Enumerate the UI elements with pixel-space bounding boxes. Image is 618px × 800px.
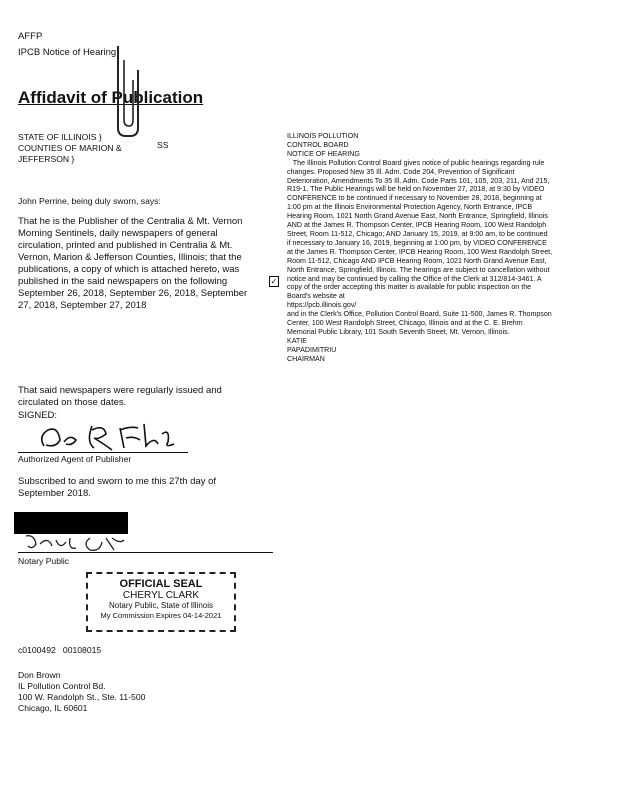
notice-line: Center, 100 West Randolph Street, Chicago, Illinois and at the C. E. Brehm <box>287 319 523 328</box>
venue-line: STATE OF ILLINOIS } <box>18 132 102 142</box>
seal-expiry: My Commission Expires 04-14-2021 <box>100 611 222 620</box>
statement-line: That he is the Publisher of the Centralia & Mt. Vernon <box>18 216 243 227</box>
venue-block <box>18 132 168 165</box>
regular-issue-statement <box>18 385 278 409</box>
agent-signature <box>34 418 184 454</box>
address-line: IL Pollution Control Bd. <box>18 681 106 691</box>
signed-label: SIGNED: <box>18 410 58 421</box>
address-line: Don Brown <box>18 670 61 680</box>
notice-signer: CHAIRMAN <box>287 354 325 363</box>
venue-line: JEFFERSON } <box>18 154 75 164</box>
binder-clip-mark <box>100 40 150 140</box>
regular-line: circulated on those dates. <box>18 397 127 408</box>
notice-line: notice and may be continued by calling the Office of the Clerk at 312/814-3461. A <box>287 274 542 283</box>
notice-url: https://pcb.illinois.gov/ <box>287 301 357 310</box>
statement-line: publications, a copy of which is attached hereto, was <box>18 264 240 275</box>
notice-line: Hearing Room, 1021 North Grand Avenue East, North Entrance, Springfield, Illinois <box>287 212 548 221</box>
statement-line: September 26, 2018, September 26, 2018, September <box>18 288 248 299</box>
account-number: c0100492 00108015 <box>18 645 102 655</box>
statement-line: Morning Sentinels, daily newspapers of general <box>18 228 218 239</box>
seal-title: OFFICIAL SEAL <box>119 578 203 590</box>
notice-line: copy of the order accepting this matter is available for public inspection on the <box>287 283 532 292</box>
notice-line: Street, Room 11-512, Chicago; AND January 15, 2019, at 9:00 am, to be continued <box>287 229 548 238</box>
address-line: 100 W. Randolph St., Ste. 11-500 <box>18 692 146 702</box>
notice-line: changes. Proposed New 35 Ill. Adm. Code 204, Prevention of Significant <box>287 167 515 176</box>
venue-line: COUNTIES OF MARION & <box>18 143 122 153</box>
notice-line: Board's website at <box>287 292 345 301</box>
notary-label: Notary Public <box>18 556 70 566</box>
seal-line: Notary Public, State of Illinois <box>108 601 214 610</box>
notice-heading: NOTICE OF HEARING <box>287 149 360 158</box>
notice-signer: KATIE <box>287 336 307 345</box>
seal-name: CHERYL CLARK <box>122 590 200 601</box>
notice-line: CONFERENCE to be continued if necessary to November 28, 2018, beginning at <box>287 194 542 203</box>
notice-line: Room 11-512, Chicago AND IPCB Hearing Room, 1021 North Grand Avenue East, <box>287 256 547 265</box>
mailing-address <box>18 670 238 714</box>
notary-signature <box>20 530 130 554</box>
statement-line: published in the said newspapers on the following <box>18 276 228 287</box>
subscribed-line: September 2018. <box>18 488 91 499</box>
subscribed-line: Subscribed to and sworn to me this 27th day of <box>18 476 217 487</box>
notice-line: The Illinois Pollution Control Board gives notice of public hearings regarding rule <box>287 158 545 167</box>
notice-line: Memorial Public Library, 101 South Seventh Street, Mt. Vernon, Illinois. <box>287 327 510 336</box>
address-line: Chicago, IL 60601 <box>18 703 88 713</box>
legal-notice <box>287 132 612 364</box>
notice-line: 1:00 pm at the Illinois Environmental Protection Agency, North Entrance, IPCB <box>287 203 533 212</box>
notice-line: AND at the James R. Thompson Center, IPCB Hearing Room, 100 West Randolph <box>287 221 547 230</box>
subscribed-statement <box>18 476 278 500</box>
form-code: AFFP <box>18 31 43 42</box>
official-seal <box>86 572 236 632</box>
statement-line: 27, 2018, September 27, 2018 <box>18 300 147 311</box>
notice-line: at the James R. Thompson Center, IPCB Hearing Room, 100 West Randolph Street, <box>287 247 553 256</box>
notice-heading: CONTROL BOARD <box>287 140 349 149</box>
notice-line: and in the Clerk's Office, Pollution Control Board, Suite 11-500, James R. Thompson <box>287 310 552 319</box>
checkmark-icon: ✓ <box>270 277 278 286</box>
page-title: Affidavit of Publication <box>18 88 204 107</box>
statement-line: Vernon, Marion & Jefferson Counties, Illinois; that the <box>18 252 242 263</box>
notice-line: North Entrance, Springfield, Illinois. The hearings are subject to cancellation without <box>287 265 550 274</box>
regular-line: That said newspapers were regularly issued and <box>18 385 222 396</box>
publisher-statement <box>18 216 278 312</box>
notice-heading: ILLINOIS POLLUTION <box>287 132 359 140</box>
notice-signer: PAPADIMITRIU <box>287 345 337 354</box>
notice-subject: IPCB Notice of Hearing <box>18 47 117 58</box>
notice-line: if necessary to January 16, 2019, beginning at 1:00 pm, by VIDEO CONFERENCE <box>287 238 547 247</box>
statement-line: circulation, printed and published in Centralia & Mt. <box>18 240 233 251</box>
notice-line: R19-1. The Public Hearings will be held on November 27, 2018, at 9:30 by VIDEO <box>287 185 545 194</box>
affiant-line: John Perrine, being duly sworn, says: <box>18 196 161 206</box>
notice-line: Deterioration, Amendments To 35 Ill. Adm. Code Parts 101, 105, 203, 211, And 215, <box>287 176 550 185</box>
ss-mark: SS <box>157 140 169 150</box>
agent-label: Authorized Agent of Publisher <box>18 454 132 464</box>
